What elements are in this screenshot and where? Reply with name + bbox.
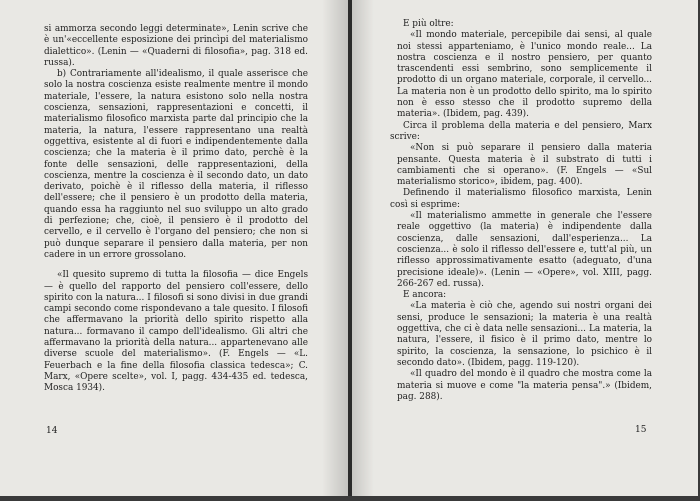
quote-paragraph: «Il mondo materiale, percepibile dai sensi, al quale noi stessi apparteniamo, è l'unico mondo reale... La nostra coscienza e il nostro pensiero, per quanto trascendenti essi sembrino, sono semplicemente il prodotto di un organo materiale, corporale, il cervello... La materia non è un prodotto dello spirito, ma lo spirito non è esso stesso che il prodotto supremo della materia». (Ibidem, pag. 439). xyxy=(397,30,652,120)
quote-paragraph: «La materia è ciò che, agendo sui nostri organi dei sensi, produce le sensazioni; la materia è una realtà oggettiva, che ci è data nelle sensazioni... La materia, la natura, l'essere, il fisico è il primo dato, mentre lo spirito, la coscienza, la sensazione, lo psichico è il secondo dato». (Ibidem, pagg. 119-120). xyxy=(397,301,652,368)
paragraph: b) Contrariamente all'idealismo, il quale asserisce che solo la nostra coscienza esiste realmente mentre il mondo materiale, l'essere, la natura esistono solo nella nostra coscienza, sensazioni, rappresentazioni e concetti, il materialismo filosofico marxista parte dal principio che la materia, la natura, l'essere rappresentano una realtà oggettiva, esistente al di fuori e indipendentemente dalla coscienza; che la materia è il primo dato, perchè è la fonte delle sensazioni, delle rappresentazioni, della coscienza, mentre la coscienza è il secondo dato, un dato derivato, poichè è il riflesso della materia, il riflesso dell'essere; che il pensiero è un prodotto della materia, quando essa ha raggiunto nel suo sviluppo un alto grado di perfezione; che, cioè, il pensiero è il prodotto del cervello, e il cervello è l'organo del pensiero; che non si può dunque separare il pensiero dalla materia, per non cadere in un errore grossolano. xyxy=(44,69,308,260)
paragraph: Circa il problema della materia e del pensiero, Marx scrive: xyxy=(390,120,652,142)
right-page-text xyxy=(390,19,652,403)
left-page-spine-shadow xyxy=(322,0,348,496)
page-number: 14 xyxy=(46,426,58,436)
right-page xyxy=(352,0,698,496)
quote-paragraph: «Non si può separare il pensiero dalla materia pensante. Questa materia è il substrato di tutti i cambiamenti che si operano». (F. Engels — «Sul materialismo storico», ibidem, pag. 400). xyxy=(397,143,652,188)
quote-paragraph: «Il quesito supremo di tutta la filosofia — dice Engels — è quello del rapporto del pensiero coll'essere, dello spirito con la natura... I filosofi si sono divisi in due grandi campi secondo come rispondevano a tale quesito. I filosofi che affermavano la priorità dello spirito rispetto alla natura... formavano il campo dell'idealismo. Gli altri che affermavano la priorità della natura... appartenevano alle diverse scuole del materialismo». (F. Engels — «L. Feuerbach e la fine della filosofia classica tedesca»; C. Marx, «Opere scelte», vol. I, pagg. 434-435 ed. tedesca, Mosca 1934). xyxy=(44,270,308,394)
paragraph: Definendo il materialismo filosofico marxista, Lenin così si esprime: xyxy=(390,188,652,210)
paragraph: E ancora: xyxy=(403,290,447,301)
paragraph: si ammorza secondo leggi determinate», Lenin scrive che è un'«eccellente esposizione dei princìpi del materialismo dialettico». (Lenin — «Quaderni di filosofia», pag. 318 ed. russa). xyxy=(44,24,308,68)
left-page-text xyxy=(44,24,308,395)
quote-paragraph: «Il materialismo ammette in generale che l'essere reale oggettivo (la materia) è indipendente dalla coscienza, dalle sensazioni, dall'esperienza... La coscienza... è solo il riflesso dell'essere e, tutt'al più, un riflesso approssimativamente esatto (adeguato, d'una precisione ideale)». (Lenin — «Opere», vol. XIII, pagg. 266-267 ed. russa). xyxy=(397,211,652,289)
right-page-spine-shadow xyxy=(352,0,374,496)
page-number: 15 xyxy=(635,425,647,435)
left-page xyxy=(0,0,348,496)
quote-paragraph: «Il quadro del mondo è il quadro che mostra come la materia si muove e come "la materia pensa".» (Ibidem, pag. 288). xyxy=(397,369,652,402)
paragraph: E più oltre: xyxy=(403,19,454,29)
